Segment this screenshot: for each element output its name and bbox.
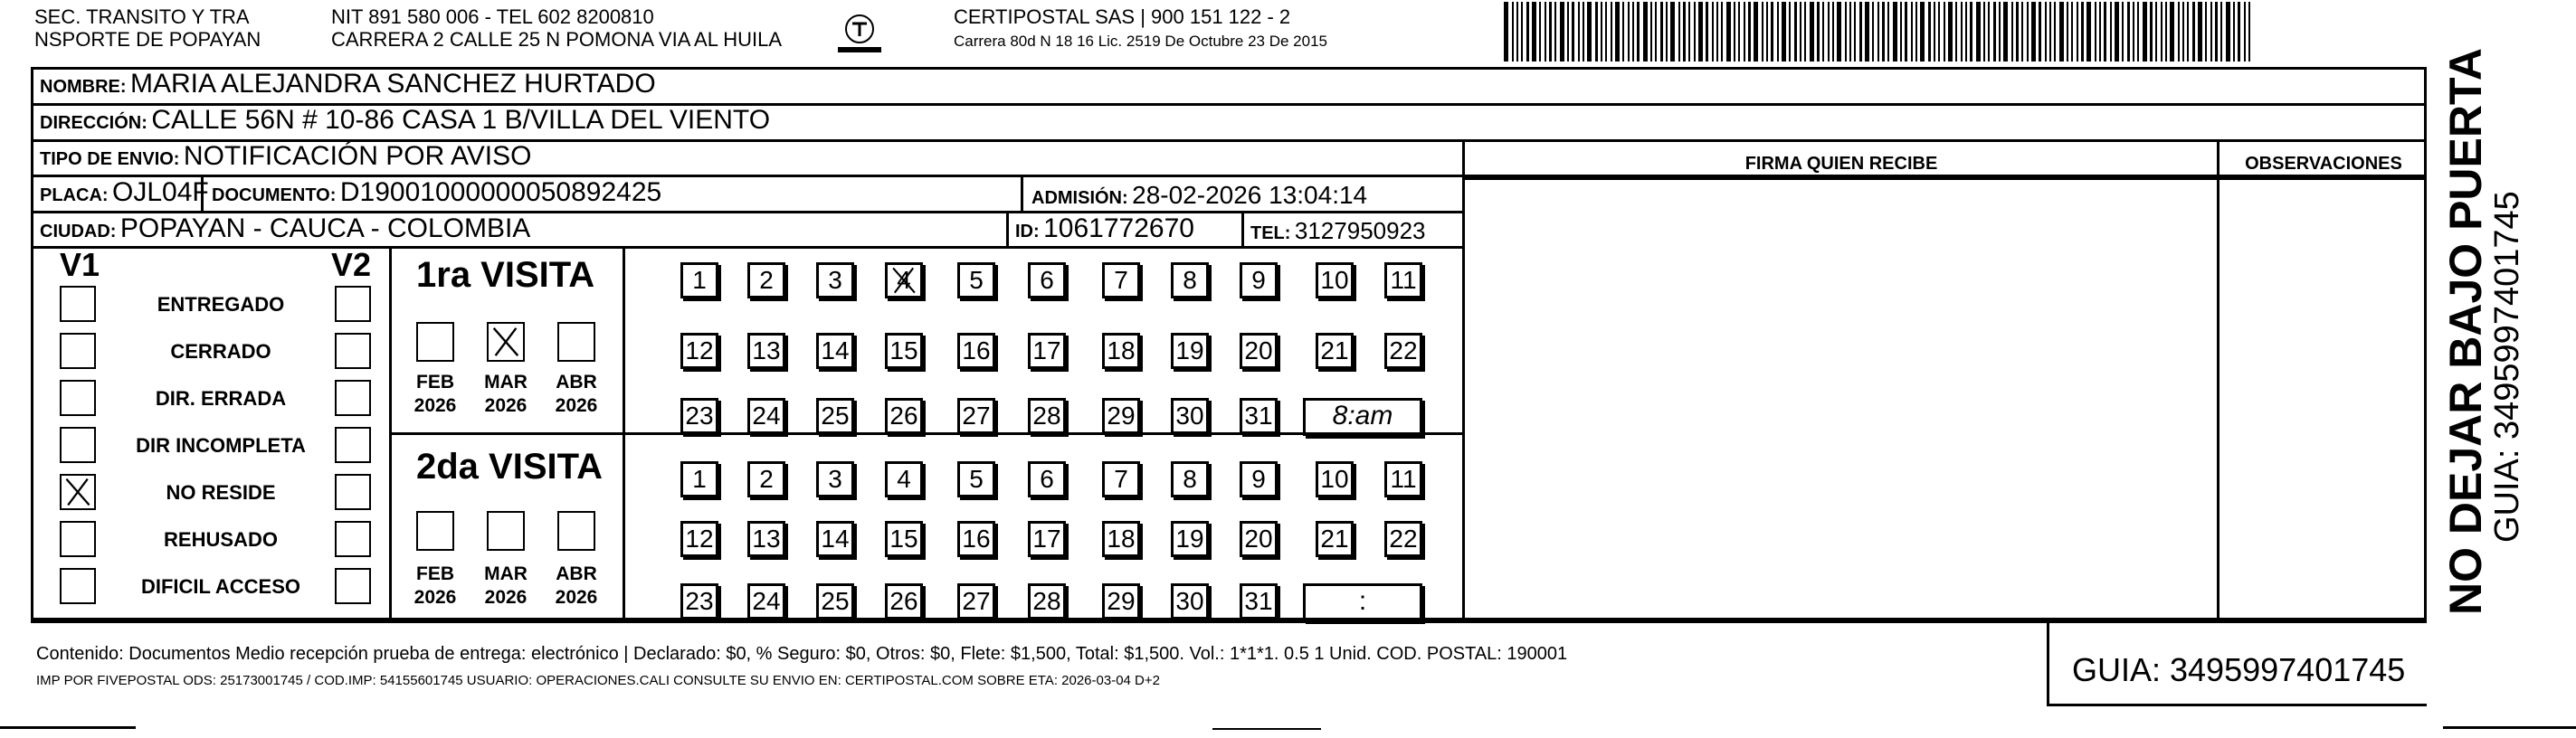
status-option-label: REHUSADO [164,528,278,551]
day-box[interactable]: 5 [957,262,995,298]
certipostal-logo-icon [834,11,885,56]
second-visit-title: 2da VISITA [416,447,603,487]
v1-checkbox[interactable] [60,427,96,463]
v2-checkbox[interactable] [335,380,371,416]
day-box[interactable]: 15 [885,333,923,369]
day-box[interactable]: 5 [957,461,995,497]
day-box[interactable]: 28 [1028,583,1066,620]
status-option-label: DIR. ERRADA [155,387,287,410]
v2-checkbox[interactable] [335,333,371,369]
v2-header: V2 [331,246,372,283]
v1-checkbox[interactable] [60,286,96,322]
document-number: DOCUMENTO: D19001000000050892425 [212,177,662,207]
month-checkbox[interactable] [416,511,454,551]
day-box[interactable]: 3 [816,262,854,298]
day-box[interactable]: 25 [816,398,854,434]
day-box[interactable]: 11 [1384,461,1422,497]
day-box[interactable]: 22 [1384,521,1422,557]
day-box[interactable]: 13 [747,521,785,557]
v1-checkbox[interactable] [60,380,96,416]
day-box[interactable]: 13 [747,333,785,369]
day-box[interactable]: 6 [1028,262,1066,298]
day-box[interactable]: 16 [957,521,995,557]
v2-checkbox[interactable] [335,427,371,463]
day-box[interactable]: 19 [1171,521,1209,557]
first-visit-title: 1ra VISITA [416,255,595,295]
month-label: FEB 2026 [413,563,457,608]
sender-address: CARRERA 2 CALLE 25 N POMONA VIA AL HUILA [331,28,783,51]
day-box[interactable]: 1 [680,262,718,298]
status-option-label: ENTREGADO [157,293,285,316]
contents-line: Contenido: Documentos Medio recepción prueba de entrega: electrónico | Declarado: $0, % Seguro: $0, Otros: $0, Flete: $1,500, Total: $1,500. Vol.: 1*1*1. 0.5 1 Unid. COD. POSTAL: 190001 [36,644,1568,664]
month-checkbox[interactable] [557,322,595,362]
day-box[interactable]: 9 [1240,262,1278,298]
signature-area[interactable] [1466,180,2217,619]
day-box[interactable]: 2 [747,461,785,497]
city: CIUDAD: POPAYAN - CAUCA - COLOMBIA [40,213,531,243]
day-box[interactable]: 27 [957,398,995,434]
day-box[interactable]: 24 [747,398,785,434]
day-box[interactable]: 7 [1102,262,1140,298]
day-box[interactable]: 1 [680,461,718,497]
month-checkbox[interactable] [487,322,525,362]
day-box[interactable]: 28 [1028,398,1066,434]
day-box[interactable]: 2 [747,262,785,298]
day-box[interactable]: 23 [680,398,718,434]
day-box[interactable]: 6 [1028,461,1066,497]
observations-area[interactable] [2220,180,2427,619]
v1-checkbox[interactable] [60,333,96,369]
admission-date: ADMISIÓN: 28-02-2026 13:04:14 [1031,181,1368,209]
day-box[interactable]: 26 [885,583,923,620]
day-box[interactable]: 4 [885,461,923,497]
day-box[interactable]: 19 [1171,333,1209,369]
day-box[interactable]: 20 [1240,333,1278,369]
day-box[interactable]: 18 [1102,333,1140,369]
day-box[interactable]: 10 [1316,262,1354,298]
month-checkbox[interactable] [487,511,525,551]
day-box[interactable]: 4 [885,262,923,298]
first-visit-time[interactable]: 8:am [1303,398,1422,436]
month-label: MAR 2026 [484,372,528,416]
day-box[interactable]: 21 [1316,333,1354,369]
day-box[interactable]: 26 [885,398,923,434]
day-box[interactable]: 8 [1171,461,1209,497]
day-box[interactable]: 14 [816,521,854,557]
month-label: ABR 2026 [555,563,598,608]
day-box[interactable]: 31 [1240,583,1278,620]
barcode-icon [1504,2,2255,62]
v2-checkbox[interactable] [335,568,371,604]
day-box[interactable]: 17 [1028,333,1066,369]
day-box[interactable]: 12 [680,521,718,557]
recipient-address: DIRECCIÓN: CALLE 56N # 10-86 CASA 1 B/VILLA DEL VIENTO [40,105,771,135]
day-box[interactable]: 16 [957,333,995,369]
day-box[interactable]: 29 [1102,583,1140,620]
org-line-2: NSPORTE DE POPAYAN [34,28,261,51]
month-label: ABR 2026 [555,372,598,416]
day-box[interactable]: 31 [1240,398,1278,434]
status-option-label: CERRADO [170,340,271,363]
day-box[interactable]: 14 [816,333,854,369]
org-line-1: SEC. TRANSITO Y TRA [34,5,250,28]
month-label: MAR 2026 [484,563,528,608]
day-box[interactable]: 29 [1102,398,1140,434]
day-box[interactable]: 20 [1240,521,1278,557]
day-box[interactable]: 22 [1384,333,1422,369]
day-box[interactable]: 21 [1316,521,1354,557]
v2-checkbox[interactable] [335,286,371,322]
no-dejar-warning: NO DEJAR BAJO PUERTA [2440,48,2491,615]
month-checkbox[interactable] [557,511,595,551]
month-checkbox[interactable] [416,322,454,362]
day-box[interactable]: 15 [885,521,923,557]
status-option-label: DIFICIL ACCESO [140,575,300,598]
day-box[interactable]: 7 [1102,461,1140,497]
day-box[interactable]: 24 [747,583,785,620]
observations-header: OBSERVACIONES [2245,154,2402,174]
day-box[interactable]: 11 [1384,262,1422,298]
day-box[interactable]: 3 [816,461,854,497]
signature-header: FIRMA QUIEN RECIBE [1744,154,1938,174]
second-visit-time[interactable]: : [1303,583,1422,621]
plate: PLACA: OJL04F [40,177,209,207]
recipient-id: ID: 1061772670 [1015,213,1194,243]
company-address: Carrera 80d N 18 16 Lic. 2519 De Octubre 23 De 2015 [954,33,1327,50]
day-box[interactable]: 25 [816,583,854,620]
day-box[interactable]: 17 [1028,521,1066,557]
day-box[interactable]: 18 [1102,521,1140,557]
v2-checkbox[interactable] [335,521,371,557]
day-box[interactable]: 30 [1171,398,1209,434]
v1-checkbox[interactable] [60,521,96,557]
day-box[interactable]: 30 [1171,583,1209,620]
side-guia: GUIA: 3495997401745 [2488,191,2526,543]
shipment-type: TIPO DE ENVIO: NOTIFICACIÓN POR AVISO [40,141,532,171]
day-box[interactable]: 12 [680,333,718,369]
v1-checkbox[interactable] [60,568,96,604]
day-box[interactable]: 23 [680,583,718,620]
day-box[interactable]: 10 [1316,461,1354,497]
day-box[interactable]: 27 [957,583,995,620]
month-label: FEB 2026 [413,372,457,416]
nit-tel: NIT 891 580 006 - TEL 602 8200810 [331,5,654,28]
v1-header: V1 [60,246,100,283]
company-name: CERTIPOSTAL SAS | 900 151 122 - 2 [954,5,1291,28]
recipient-phone: TEL: 3127950923 [1250,217,1426,244]
v1-checkbox[interactable] [60,474,96,510]
recipient-name: NOMBRE: MARIA ALEJANDRA SANCHEZ HURTADO [40,69,656,99]
footer-guia: GUIA: 3495997401745 [2072,651,2406,688]
print-info-line: IMP POR FIVEPOSTAL ODS: 25173001745 / COD.IMP: 54155601745 USUARIO: OPERACIONES.CALI CONSULTE SU ENVIO EN: CERTIPOSTAL.COM SOBRE ETA: 2026-03-04 D+2 [36,673,1160,688]
status-option-label: NO RESIDE [166,481,276,504]
status-option-label: DIR INCOMPLETA [136,434,306,457]
v2-checkbox[interactable] [335,474,371,510]
day-box[interactable]: 8 [1171,262,1209,298]
day-box[interactable]: 9 [1240,461,1278,497]
